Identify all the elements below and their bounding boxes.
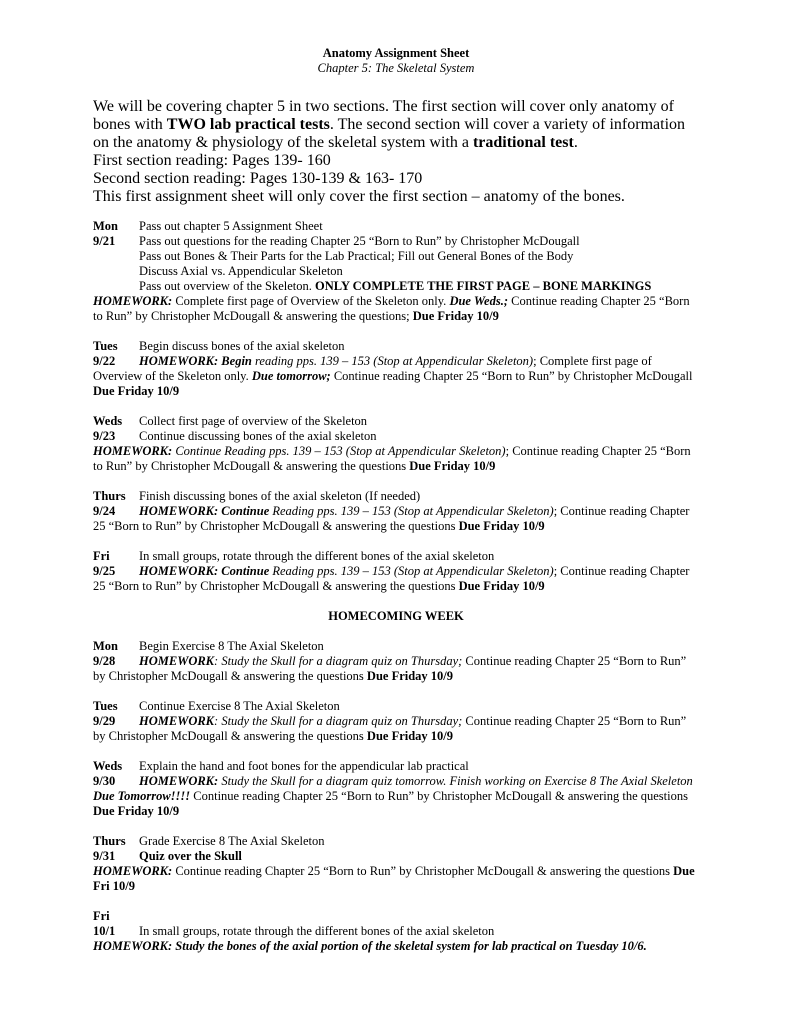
homework-text: 9/25 HOMEWORK: Continue Reading pps. 139 – 153 (Stop at Appendicular Skeleton); Continue reading Chapter 25 “Born to Run” by Christopher McDougall & answering the questions Due Friday 10/9 <box>93 564 690 593</box>
entry-date: 9/31 <box>93 849 116 863</box>
intro-emphasis: traditional test <box>472 134 574 151</box>
entry-date: 9/28 <box>93 654 116 668</box>
homework-text: 9/24 HOMEWORK: Continue Reading pps. 139 – 153 (Stop at Appendicular Skeleton); Continue reading Chapter 25 “Born to Run” by Christopher McDougall & answering the questions Due Friday 10/9 <box>93 504 690 533</box>
entry-date: 9/30 <box>93 774 116 788</box>
intro-paragraph <box>93 98 699 152</box>
homework-text: HOMEWORK: Continue reading Chapter 25 “Born to Run” by Christopher McDougall & answering the questions Due Fri 10/9 <box>93 864 695 893</box>
entry-day: Weds <box>93 414 123 428</box>
homework-text: HOMEWORK: Continue Reading pps. 139 – 153 (Stop at Appendicular Skeleton); Continue reading Chapter 25 “Born to Run” by Christopher McDougall & answering the questions Due Friday 10/9 <box>93 444 691 473</box>
entry-date: 10/1 <box>93 924 116 938</box>
intro-text: We will be covering chapter 5 in two sections. The first section will cover only anatomy of bones with <box>93 98 674 133</box>
entry-activity: In small groups, rotate through the different bones of the axial skeleton <box>139 549 495 563</box>
homework-text: 9/28 HOMEWORK: Study the Skull for a diagram quiz on Thursday; Continue reading Chapter 25 “Born to Run” by Christopher McDougall & answering the questions Due Friday 10/9 <box>93 654 687 683</box>
entry-date: 9/23 <box>93 429 116 443</box>
entry-activity: Pass out chapter 5 Assignment Sheet <box>139 219 323 233</box>
intro-text: . The second section will cover a variety of information on the anatomy & physiology of the skeletal system with a <box>93 116 686 151</box>
entry-activity: Continue Exercise 8 The Axial Skeleton <box>139 699 340 713</box>
schedule-entry <box>93 639 699 684</box>
first-section-reading: First section reading: Pages 139- 160 <box>93 152 331 169</box>
entry-date: 9/21 <box>93 234 116 248</box>
scope-note: This first assignment sheet will only cover the first section – anatomy of the bones. <box>93 188 625 205</box>
entry-day: Mon <box>93 639 118 653</box>
schedule-entry <box>93 414 699 474</box>
schedule-entry <box>93 699 699 744</box>
entry-activity: Finish discussing bones of the axial skeleton (If needed) <box>139 489 421 503</box>
homework-text: 9/30 HOMEWORK: Study the Skull for a diagram quiz tomorrow. Finish working on Exercise 8 The Axial Skeleton Due Tomorrow!!!! Continue reading Chapter 25 “Born to Run” by Christopher McDougall & answering the questions Due Friday 10/9 <box>93 774 693 818</box>
entry-activity: Continue discussing bones of the axial skeleton <box>139 429 377 443</box>
page-subtitle: Chapter 5: The Skeletal System <box>317 61 475 75</box>
entry-activity: Grade Exercise 8 The Axial Skeleton <box>139 834 325 848</box>
entry-day: Thurs <box>93 489 126 503</box>
schedule-entry <box>93 219 699 324</box>
entry-day: Fri <box>93 549 110 563</box>
quiz-label: Quiz over the Skull <box>139 849 242 863</box>
schedule-entry <box>93 549 699 594</box>
schedule-entry <box>93 834 699 894</box>
entry-activity: Explain the hand and foot bones for the appendicular lab practical <box>139 759 469 773</box>
entry-day: Mon <box>93 219 118 233</box>
intro-emphasis: TWO lab practical tests <box>166 116 330 133</box>
schedule-entry <box>93 759 699 819</box>
entry-activity: Pass out overview of the Skeleton. ONLY COMPLETE THE FIRST PAGE – BONE MARKINGS <box>139 279 652 293</box>
homework-text: HOMEWORK: Complete first page of Overview of the Skeleton only. Due Weds.; Continue reading Chapter 25 “Born to Run” by Christopher McDougall & answering the questions; Due Friday 10/9 <box>93 294 690 323</box>
intro <box>93 98 699 206</box>
assignment-sheet <box>93 46 699 954</box>
entry-date: 9/25 <box>93 564 116 578</box>
homework-text: 9/22 HOMEWORK: Begin reading pps. 139 – 153 (Stop at Appendicular Skeleton); Complete first page of Overview of the Skeleton only. Due tomorrow; Continue reading Chapter 25 “Born to Run” by Christopher McDougall Due Friday 10/9 <box>93 354 693 398</box>
entry-activity: Collect first page of overview of the Skeleton <box>139 414 368 428</box>
entry-activity: Pass out questions for the reading Chapter 25 “Born to Run” by Christopher McDougall <box>139 234 580 248</box>
intro-text: . <box>573 134 578 151</box>
homework-text: 9/29 HOMEWORK: Study the Skull for a diagram quiz on Thursday; Continue reading Chapter 25 “Born to Run” by Christopher McDougall & answering the questions Due Friday 10/9 <box>93 714 687 743</box>
page-title: Anatomy Assignment Sheet <box>322 46 470 60</box>
schedule-entry <box>93 489 699 534</box>
entry-date: 9/29 <box>93 714 116 728</box>
entry-day: Tues <box>93 339 118 353</box>
entry-activity: Begin discuss bones of the axial skeleton <box>139 339 345 353</box>
entry-activity: Begin Exercise 8 The Axial Skeleton <box>139 639 324 653</box>
entry-day: Weds <box>93 759 123 773</box>
entry-date: 9/22 <box>93 354 116 368</box>
second-section-reading: Second section reading: Pages 130-139 & 163- 170 <box>93 170 423 187</box>
entry-day: Thurs <box>93 834 126 848</box>
entry-day: Fri <box>93 909 110 923</box>
homecoming-week-heading: HOMECOMING WEEK <box>328 609 464 623</box>
entry-day: Tues <box>93 699 118 713</box>
schedule-entry <box>93 339 699 399</box>
entry-activity: Pass out Bones & Their Parts for the Lab Practical; Fill out General Bones of the Body <box>139 249 574 263</box>
schedule-entry <box>93 909 699 954</box>
entry-activity: Discuss Axial vs. Appendicular Skeleton <box>139 264 343 278</box>
homework-text: HOMEWORK: Study the bones of the axial portion of the skeletal system for lab practical on Tuesday 10/6. <box>93 939 647 953</box>
entry-date: 9/24 <box>93 504 116 518</box>
entry-activity: In small groups, rotate through the different bones of the axial skeleton <box>139 924 495 938</box>
